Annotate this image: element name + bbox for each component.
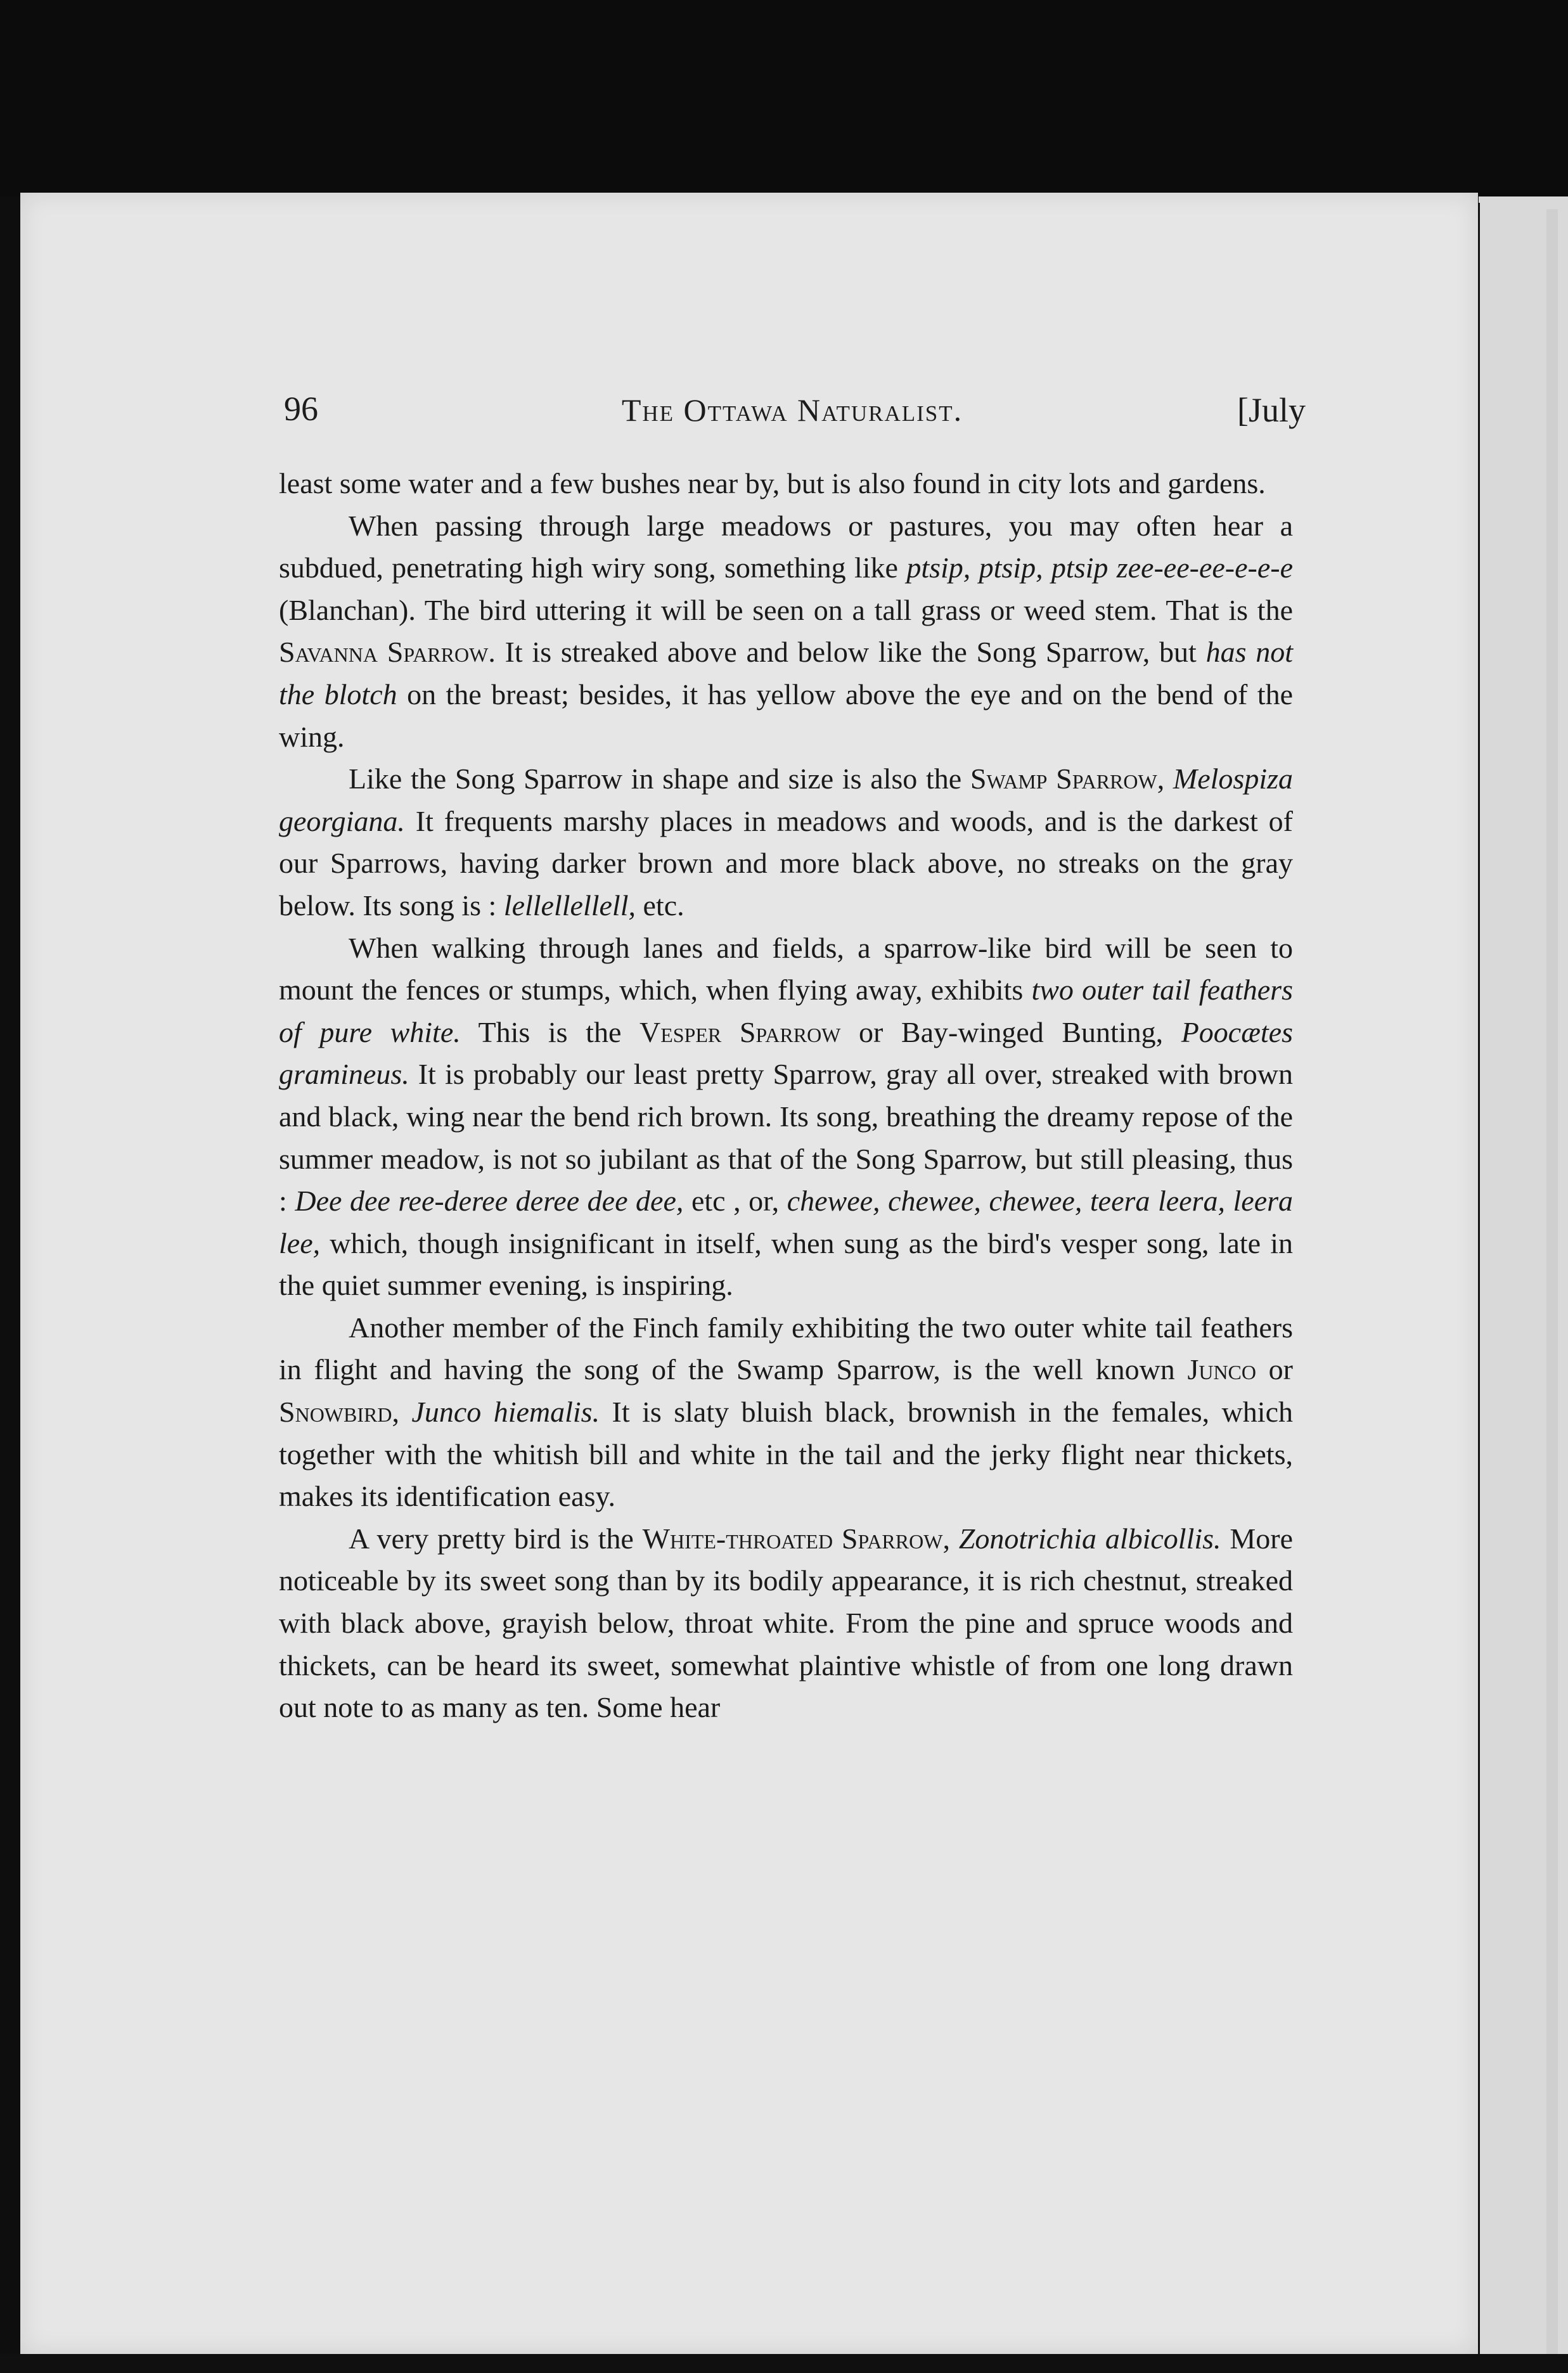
italic-text: Poocætes gramineus. <box>279 1015 1293 1091</box>
article-body <box>279 463 1293 1729</box>
paragraph <box>279 1307 1293 1518</box>
running-head <box>279 385 1306 436</box>
scan-background-top <box>0 0 1568 196</box>
paragraph <box>279 758 1293 927</box>
text-run: etc , or, <box>683 1185 787 1218</box>
text-run: When walking through lanes and fields, a sparrow-like bird will be seen to mount the fences or stumps, which, when flying away, exhibits <box>279 931 1293 1006</box>
text-run: which, though insignificant in itself, when sung as the bird's vesper song, late in the quiet summer evening, is inspiring. <box>279 1226 1293 1302</box>
small-caps-name: White-throated Sparrow <box>642 1522 943 1555</box>
small-caps-name: Vesper Sparrow <box>639 1015 841 1048</box>
italic-text: lellellellell, <box>503 889 636 922</box>
text-run: , <box>1157 762 1173 795</box>
text-run: It is slaty bluish black, brownish in the females, which together with the whitish bill and white in the tail and the jerky flight near thickets, makes its identification easy. <box>279 1396 1293 1513</box>
text-run: least some water and a few bushes near by, but is also found in city lots and gardens. <box>279 467 1266 499</box>
text-run: , <box>942 1522 959 1555</box>
text-run: or Bay-winged Bunting, <box>840 1015 1181 1048</box>
issue-month: [July <box>1237 391 1306 429</box>
page-number: 96 <box>284 390 318 428</box>
journal-title: The Ottawa Naturalist. <box>621 392 963 428</box>
italic-text: has not the blotch <box>279 636 1294 711</box>
paragraph <box>279 463 1293 505</box>
italic-text: chewee, chewee, chewee, teera leera, leera lee, <box>279 1185 1294 1259</box>
scan-background-bottom <box>0 2354 1568 2373</box>
text-run: This is the <box>460 1015 639 1048</box>
text-run: (Blanchan). The bird uttering it will be seen on a tall grass or weed stem. That is the <box>279 593 1293 626</box>
text-run: . It is streaked above and below like the Song Sparrow, but <box>488 636 1206 669</box>
italic-text: Zonotrichia albicollis. <box>958 1522 1221 1555</box>
text-run: More noticeable by its sweet song than by its bodily appearance, it is rich chestnut, streaked with black above, grayish below, throat white. From the pine and spruce woods and thickets, can be heard its sweet, somewhat plaintive whistle of from one long drawn out note to as many as ten. Some hear <box>279 1522 1293 1724</box>
text-run: A very pretty bird is the <box>349 1522 643 1555</box>
text-run: Another member of the Finch family exhibiting the two outer white tail feathers in flight and having the song of the Swamp Sparrow, is the well known <box>279 1311 1293 1386</box>
italic-text: Dee dee ree-deree deree dee dee, <box>295 1185 684 1218</box>
paragraph <box>279 927 1293 1307</box>
text-run: It frequents marshy places in meadows and woods, and is the darkest of our Sparrows, having darker brown and more black above, no streaks on the gray below. Its song is : <box>279 804 1293 922</box>
text-run: etc. <box>636 889 684 922</box>
paragraph <box>279 505 1293 759</box>
text-run: It is probably our least pretty Sparrow, gray all over, streaked with brown and black, wing near the bend rich brown. Its song, breathing the dreamy repose of the summer meadow, is not so jubilant as that of the Song Sparrow, but still pleasing, thus : <box>279 1058 1293 1218</box>
text-run: , <box>392 1396 412 1429</box>
text-run: Like the Song Sparrow in shape and size is also the <box>349 762 970 795</box>
text-run: When passing through large meadows or pastures, you may often hear a subdued, penetrating high wiry song, something like <box>279 509 1293 584</box>
paragraph <box>279 1518 1293 1729</box>
small-caps-name: Junco <box>1187 1353 1257 1386</box>
italic-text: Melospiza georgiana. <box>279 762 1294 837</box>
small-caps-name: Savanna Sparrow <box>279 636 489 669</box>
small-caps-name: Swamp Sparrow <box>970 762 1157 795</box>
text-run: on the breast; besides, it has yellow above the eye and on the bend of the wing. <box>279 678 1293 753</box>
italic-text: ptsip, ptsip, ptsip zee-ee-ee-e-e-e <box>906 551 1293 584</box>
text-run: or <box>1256 1353 1293 1386</box>
small-caps-name: Snowbird <box>279 1396 392 1429</box>
italic-text: Junco hiemalis. <box>411 1396 600 1429</box>
italic-text: two outer tail feathers of pure white. <box>279 974 1293 1048</box>
adjacent-page-margin <box>1546 209 1558 2358</box>
